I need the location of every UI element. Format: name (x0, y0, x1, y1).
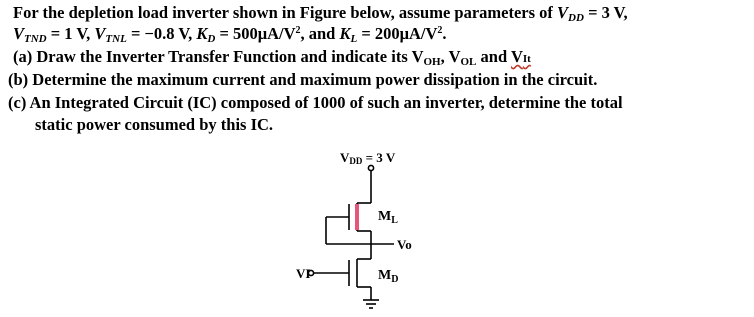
md-label: $M_D$ (378, 268, 399, 285)
problem-statement (0, 0, 754, 140)
problem-line-2: VTND = 1 V, VTNL = −0.8 V, KD = $500\mu A/V^2$, and KL = $200\mu A/V^2$. (13, 24, 447, 45)
ml-label: $M_L$ (378, 209, 398, 226)
vi-label: VI (296, 266, 311, 281)
vo-label: Vo (397, 237, 412, 252)
vdd-terminal (368, 165, 373, 170)
problem-part-a: (a) Draw the Inverter Transfer Function and indicate its VOH, VOL and VIt (13, 47, 531, 68)
problem-part-b: (b) Determine the maximum current and maximum power dissipation in the circuit. (8, 70, 598, 89)
vdd-label: VDD = 3 V (340, 150, 396, 166)
problem-part-c-continued: static power consumed by this IC. (35, 115, 274, 134)
problem-part-c: (c) An Integrated Circuit (IC) composed of 1000 of such an inverter, determine the total (8, 93, 623, 112)
problem-line-1: For the depletion load inverter shown in Figure below, assume parameters of VDD = 3 V, (13, 3, 628, 24)
inverter-circuit-diagram (0, 140, 754, 317)
